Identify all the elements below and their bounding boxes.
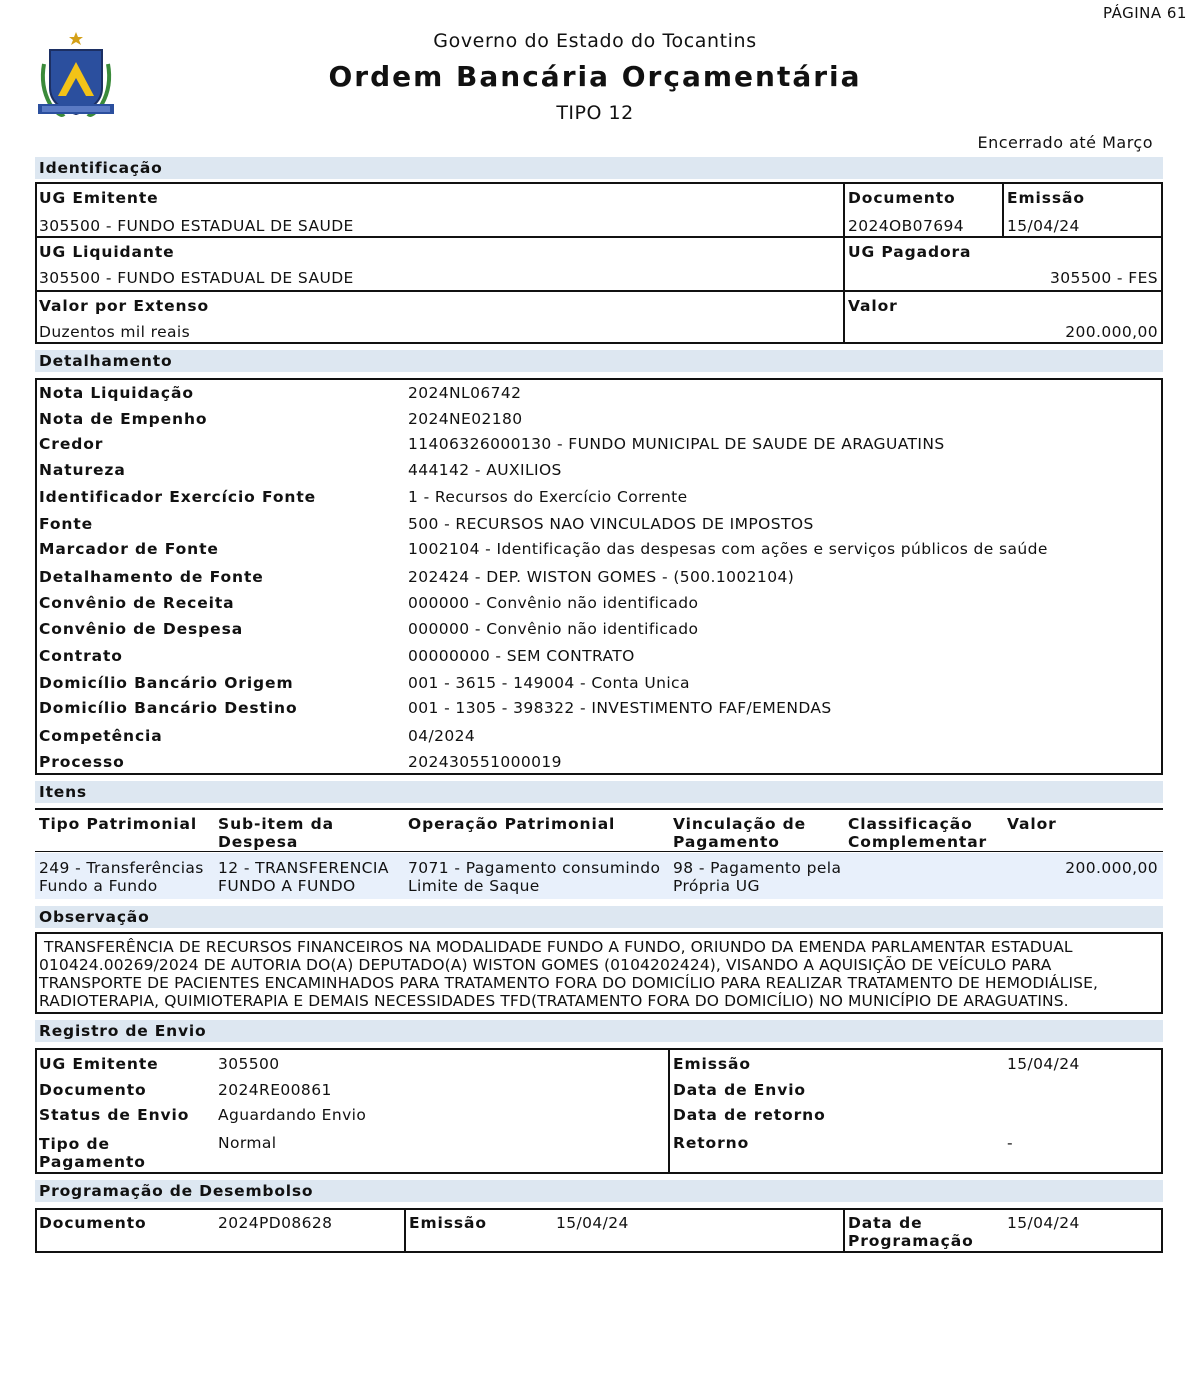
envio-value: 305500 bbox=[218, 1055, 280, 1073]
detail-label: Fonte bbox=[39, 515, 94, 533]
itens-col-header: Classificação Complementar bbox=[848, 815, 988, 851]
detail-value: 001 - 1305 - 398322 - INVESTIMENTO FAF/EMENDAS bbox=[408, 699, 832, 717]
itens-cell: 7071 - Pagamento consumindo Limite de Saque bbox=[408, 859, 661, 895]
detail-label: Natureza bbox=[39, 461, 126, 479]
ug-pagadora-label: UG Pagadora bbox=[848, 243, 972, 261]
envio-value: - bbox=[1007, 1134, 1013, 1152]
valor-value: 200.000,00 bbox=[1065, 323, 1158, 341]
status-note: Encerrado até Março bbox=[977, 133, 1153, 152]
envio-label: Data de retorno bbox=[673, 1106, 826, 1124]
section-programacao: Programação de Desembolso bbox=[35, 1180, 1163, 1202]
itens-col-header: Vinculação de Pagamento bbox=[673, 815, 807, 851]
detail-value: 1 - Recursos do Exercício Corrente bbox=[408, 488, 688, 506]
detail-label: Marcador de Fonte bbox=[39, 540, 219, 558]
envio-label: Status de Envio bbox=[39, 1106, 190, 1124]
detail-value: 202430551000019 bbox=[408, 753, 562, 771]
envio-value: 2024RE00861 bbox=[218, 1081, 332, 1099]
envio-value: Normal bbox=[218, 1134, 277, 1152]
ug-emitente-label: UG Emitente bbox=[39, 189, 159, 207]
ug-liquidante-label: UG Liquidante bbox=[39, 243, 175, 261]
detail-value: 1002104 - Identificação das despesas com ações e serviços públicos de saúde bbox=[408, 540, 1048, 558]
document-type: TIPO 12 bbox=[556, 102, 634, 124]
document-title: Ordem Bancária Orçamentária bbox=[328, 60, 862, 93]
itens-col-header: Valor bbox=[1007, 815, 1057, 833]
itens-col-header: Sub-item da Despesa bbox=[218, 815, 334, 851]
detail-label: Detalhamento de Fonte bbox=[39, 568, 264, 586]
itens-cell-valor: 200.000,00 bbox=[1065, 859, 1158, 877]
observacao-text: TRANSFERÊNCIA DE RECURSOS FINANCEIROS NA MODALIDADE FUNDO A FUNDO, ORIUNDO DA EMENDA PARLAMENTAR ESTADUAL 010424.00269/2024 DE AUTORIA DO(A) DEPUTADO(A) WISTON GOMES (0104202424), VISANDO A AQUISIÇÃO DE VEÍCULO PARA TRANSPORTE DE PACIENTES ENCAMINHADOS PARA TRATAMENTO FORA DO DOMICÍLIO PARA REALIZAR TRATAMENTO DE HEMODIÁLISE, RADIOTERAPIA, QUIMIOTERAPIA E DEMAIS NECESSIDADES TFD(TRATAMENTO FORA DO DOMICÍLIO) NO MUNICÍPIO DE ARAGUATINS. bbox=[39, 938, 1099, 1010]
identificacao-box bbox=[35, 182, 1163, 344]
detail-value: 04/2024 bbox=[408, 727, 476, 745]
detail-label: Domicílio Bancário Origem bbox=[39, 674, 294, 692]
section-registro-envio: Registro de Envio bbox=[35, 1020, 1163, 1042]
ug-pagadora-value: 305500 - FES bbox=[1050, 269, 1158, 287]
registro-envio-box bbox=[35, 1048, 1163, 1174]
envio-value: 15/04/24 bbox=[1007, 1055, 1080, 1073]
valor-extenso-label: Valor por Extenso bbox=[39, 297, 210, 315]
itens-cell: 249 - Transferências Fundo a Fundo bbox=[39, 859, 204, 895]
section-itens: Itens bbox=[35, 781, 1163, 803]
envio-label: Retorno bbox=[673, 1134, 750, 1152]
documento-value: 2024OB07694 bbox=[848, 217, 964, 235]
programacao-emissao-value: 15/04/24 bbox=[556, 1214, 629, 1232]
envio-label: UG Emitente bbox=[39, 1055, 159, 1073]
detail-value: 11406326000130 - FUNDO MUNICIPAL DE SAUDE DE ARAGUATINS bbox=[408, 435, 945, 453]
detail-value: 000000 - Convênio não identificado bbox=[408, 594, 699, 612]
page-number: PÁGINA 61 bbox=[1103, 4, 1187, 22]
programacao-documento-label: Documento bbox=[39, 1214, 147, 1232]
data-programacao-label: Data de Programação bbox=[848, 1214, 974, 1250]
detail-label: Credor bbox=[39, 435, 104, 453]
emissao-value: 15/04/24 bbox=[1007, 217, 1080, 235]
data-programacao-value: 15/04/24 bbox=[1007, 1214, 1080, 1232]
detail-label: Nota de Empenho bbox=[39, 410, 208, 428]
detail-value: 2024NL06742 bbox=[408, 384, 522, 402]
detail-label: Convênio de Receita bbox=[39, 594, 235, 612]
government-name: Governo do Estado do Tocantins bbox=[433, 30, 757, 52]
detail-label: Convênio de Despesa bbox=[39, 620, 244, 638]
detail-value: 001 - 3615 - 149004 - Conta Unica bbox=[408, 674, 690, 692]
emissao-label: Emissão bbox=[1007, 189, 1085, 207]
detail-label: Processo bbox=[39, 753, 125, 771]
itens-cell: 98 - Pagamento pela Própria UG bbox=[673, 859, 842, 895]
valor-label: Valor bbox=[848, 297, 898, 315]
envio-label: Data de Envio bbox=[673, 1081, 806, 1099]
detail-value: 202424 - DEP. WISTON GOMES - (500.1002104) bbox=[408, 568, 795, 586]
detail-label: Nota Liquidação bbox=[39, 384, 194, 402]
detail-value: 500 - RECURSOS NAO VINCULADOS DE IMPOSTOS bbox=[408, 515, 814, 533]
detail-label: Contrato bbox=[39, 647, 123, 665]
detail-label: Competência bbox=[39, 727, 163, 745]
itens-cell: 12 - TRANSFERENCIA FUNDO A FUNDO bbox=[218, 859, 389, 895]
detail-value: 00000000 - SEM CONTRATO bbox=[408, 647, 635, 665]
ug-liquidante-value: 305500 - FUNDO ESTADUAL DE SAUDE bbox=[39, 269, 354, 287]
envio-label: Emissão bbox=[673, 1055, 751, 1073]
programacao-emissao-label: Emissão bbox=[409, 1214, 487, 1232]
itens-col-header: Operação Patrimonial bbox=[408, 815, 616, 833]
section-observacao: Observação bbox=[35, 906, 1163, 928]
detail-label: Identificador Exercício Fonte bbox=[39, 488, 317, 506]
envio-label: Documento bbox=[39, 1081, 147, 1099]
detail-value: 000000 - Convênio não identificado bbox=[408, 620, 699, 638]
detail-label: Domicílio Bancário Destino bbox=[39, 699, 298, 717]
section-identificacao: Identificação bbox=[35, 157, 1163, 179]
programacao-documento-value: 2024PD08628 bbox=[218, 1214, 333, 1232]
detail-value: 444142 - AUXILIOS bbox=[408, 461, 562, 479]
documento-label: Documento bbox=[848, 189, 956, 207]
envio-label: Tipo de Pagamento bbox=[39, 1135, 146, 1171]
envio-value: Aguardando Envio bbox=[218, 1106, 367, 1124]
ug-emitente-value: 305500 - FUNDO ESTADUAL DE SAUDE bbox=[39, 217, 354, 235]
itens-col-header: Tipo Patrimonial bbox=[39, 815, 198, 833]
section-detalhamento: Detalhamento bbox=[35, 350, 1163, 372]
valor-extenso-value: Duzentos mil reais bbox=[39, 323, 191, 341]
detail-value: 2024NE02180 bbox=[408, 410, 523, 428]
